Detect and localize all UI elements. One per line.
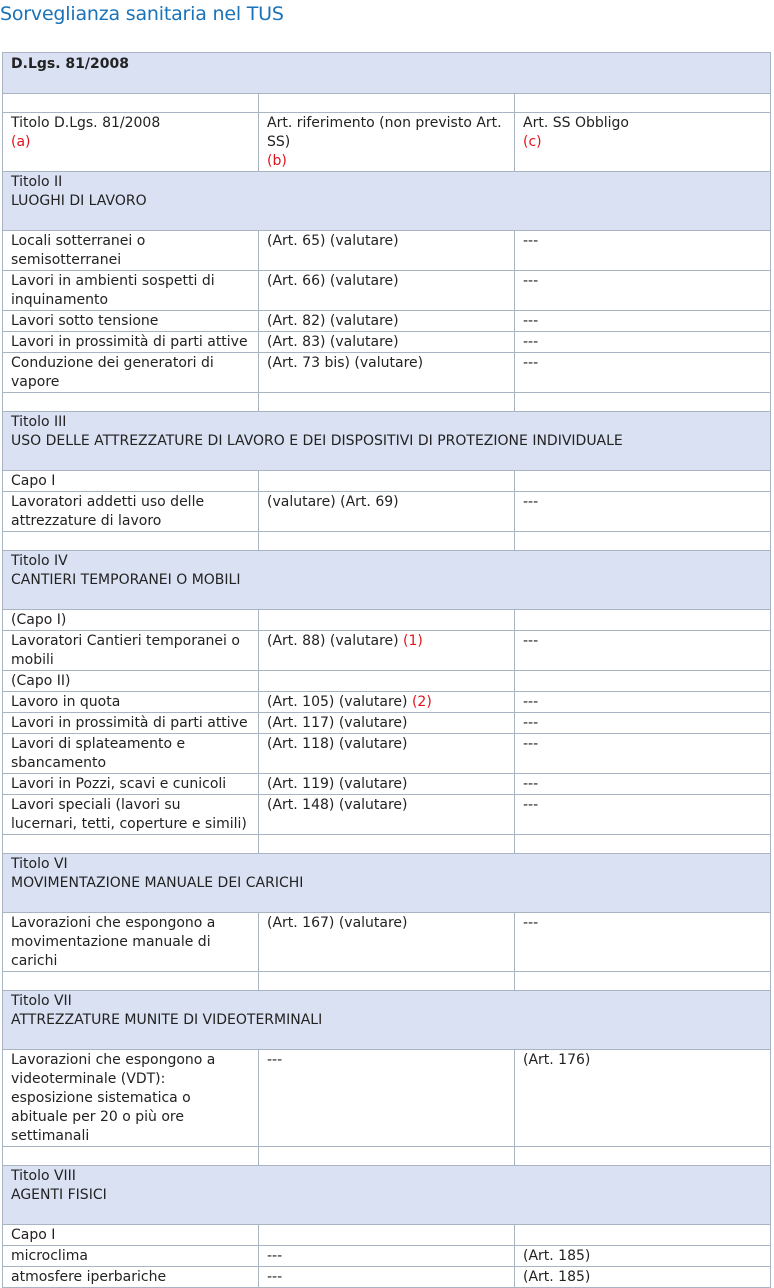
cell-reference-text: ---	[267, 1248, 283, 1264]
cell-activity: Lavori di splateamento e sbancamento	[3, 734, 259, 774]
cell-activity: Lavorazioni che espongono a videoterminale (VDT): esposizione sistematica o abituale per 20 o più ore settimanali	[3, 1050, 259, 1147]
section-title-row	[3, 1166, 771, 1225]
cell-reference-text: ---	[267, 1052, 283, 1068]
table-row	[3, 631, 771, 671]
column-header-reference	[259, 113, 515, 172]
section-title-row	[3, 551, 771, 610]
section-title-label: Titolo IV	[11, 553, 68, 569]
cell-activity: Lavoratori Cantieri temporanei o mobili	[3, 631, 259, 671]
section-subtitle: USO DELLE ATTREZZATURE DI LAVORO E DEI DISPOSITIVI DI PROTEZIONE INDIVIDUALE	[11, 433, 623, 449]
column-header-obligation-label: Art. SS Obbligo	[523, 115, 629, 131]
cell-obligation	[515, 671, 771, 692]
blank-row	[3, 94, 771, 113]
table-row	[3, 1225, 771, 1246]
table-row	[3, 471, 771, 492]
cell-activity: Lavorazioni che espongono a movimentazione manuale di carichi	[3, 913, 259, 972]
cell-reference-text: (valutare) (Art. 69)	[267, 494, 399, 510]
cell-reference	[259, 631, 515, 671]
cell-reference	[259, 610, 515, 631]
table-row	[3, 231, 771, 271]
cell-obligation: ---	[515, 492, 771, 532]
cell-reference-text: (Art. 167) (valutare)	[267, 915, 408, 931]
cell-reference-text: (Art. 117) (valutare)	[267, 715, 408, 731]
cell-activity: (Capo I)	[3, 610, 259, 631]
cell-reference	[259, 332, 515, 353]
table-row	[3, 713, 771, 734]
cell-reference-text: (Art. 83) (valutare)	[267, 334, 399, 350]
cell-obligation: ---	[515, 271, 771, 311]
blank-row	[3, 532, 771, 551]
table-row	[3, 671, 771, 692]
table-row	[3, 271, 771, 311]
cell-obligation: ---	[515, 353, 771, 393]
cell-activity: Lavori sotto tensione	[3, 311, 259, 332]
blank-row	[3, 835, 771, 854]
column-header-title-note: (a)	[11, 134, 31, 150]
cell-reference-text: (Art. 88) (valutare)	[267, 633, 399, 649]
cell-reference	[259, 231, 515, 271]
cell-obligation	[515, 1225, 771, 1246]
cell-reference	[259, 471, 515, 492]
cell-reference	[259, 1267, 515, 1288]
table-row	[3, 734, 771, 774]
surveillance-table	[2, 52, 771, 1288]
table-row	[3, 311, 771, 332]
cell-reference	[259, 353, 515, 393]
section-title	[3, 412, 771, 471]
cell-obligation: ---	[515, 795, 771, 835]
page-title: Sorveglianza sanitaria nel TUS	[0, 3, 284, 25]
cell-activity: Lavori in prossimità di parti attive	[3, 713, 259, 734]
column-header-obligation	[515, 113, 771, 172]
table-row	[3, 795, 771, 835]
column-header-obligation-note: (c)	[523, 134, 542, 150]
cell-reference	[259, 1225, 515, 1246]
cell-reference	[259, 271, 515, 311]
table-row	[3, 492, 771, 532]
table-row	[3, 913, 771, 972]
law-header-row	[3, 53, 771, 94]
cell-activity: Lavori speciali (lavori su lucernari, tetti, coperture e simili)	[3, 795, 259, 835]
column-header-reference-note: (b)	[267, 153, 287, 169]
table-row	[3, 774, 771, 795]
cell-activity: Lavori in prossimità di parti attive	[3, 332, 259, 353]
cell-reference-text: (Art. 105) (valutare)	[267, 694, 408, 710]
cell-activity: Capo I	[3, 471, 259, 492]
cell-obligation: (Art. 185)	[515, 1246, 771, 1267]
cell-reference	[259, 311, 515, 332]
section-title-label: Titolo III	[11, 414, 67, 430]
cell-reference	[259, 492, 515, 532]
cell-activity: Conduzione dei generatori di vapore	[3, 353, 259, 393]
cell-obligation: ---	[515, 332, 771, 353]
section-title	[3, 172, 771, 231]
cell-activity: Lavoratori addetti uso delle attrezzature di lavoro	[3, 492, 259, 532]
cell-obligation	[515, 610, 771, 631]
section-title	[3, 991, 771, 1050]
cell-obligation: ---	[515, 231, 771, 271]
cell-activity: microclima	[3, 1246, 259, 1267]
section-subtitle: AGENTI FISICI	[11, 1187, 107, 1203]
cell-reference-text: (Art. 73 bis) (valutare)	[267, 355, 424, 371]
table-row	[3, 1267, 771, 1288]
cell-obligation: ---	[515, 734, 771, 774]
cell-obligation: ---	[515, 631, 771, 671]
section-title	[3, 854, 771, 913]
cell-reference	[259, 692, 515, 713]
cell-reference-text: (Art. 148) (valutare)	[267, 797, 408, 813]
cell-reference-text: (Art. 65) (valutare)	[267, 233, 399, 249]
cell-reference	[259, 1050, 515, 1147]
footnote-ref: (2)	[411, 694, 432, 710]
cell-reference	[259, 913, 515, 972]
cell-reference	[259, 734, 515, 774]
cell-reference-text: (Art. 66) (valutare)	[267, 273, 399, 289]
section-title-row	[3, 172, 771, 231]
section-title-label: Titolo VI	[11, 856, 68, 872]
section-subtitle: LUOGHI DI LAVORO	[11, 193, 147, 209]
column-header-reference-label: Art. riferimento (non previsto Art. SS)	[267, 115, 502, 150]
cell-activity: (Capo II)	[3, 671, 259, 692]
table-row	[3, 610, 771, 631]
section-title-row	[3, 412, 771, 471]
blank-row	[3, 393, 771, 412]
blank-row	[3, 972, 771, 991]
section-subtitle: CANTIERI TEMPORANEI O MOBILI	[11, 572, 241, 588]
cell-activity: Lavori in Pozzi, scavi e cunicoli	[3, 774, 259, 795]
cell-reference-text: (Art. 118) (valutare)	[267, 736, 408, 752]
cell-activity: Capo I	[3, 1225, 259, 1246]
column-header-title-label: Titolo D.Lgs. 81/2008	[11, 115, 161, 131]
cell-obligation: (Art. 185)	[515, 1267, 771, 1288]
section-subtitle: MOVIMENTAZIONE MANUALE DEI CARICHI	[11, 875, 304, 891]
cell-obligation	[515, 471, 771, 492]
table-row	[3, 1246, 771, 1267]
column-header-title	[3, 113, 259, 172]
cell-activity: Locali sotterranei o semisotterranei	[3, 231, 259, 271]
footnote-ref: (1)	[403, 633, 423, 649]
cell-reference	[259, 774, 515, 795]
cell-activity: Lavori in ambienti sospetti di inquinamento	[3, 271, 259, 311]
table-row	[3, 1050, 771, 1147]
cell-reference	[259, 713, 515, 734]
cell-reference	[259, 671, 515, 692]
section-title-row	[3, 854, 771, 913]
column-header-row	[3, 113, 771, 172]
cell-obligation: ---	[515, 913, 771, 972]
section-title	[3, 1166, 771, 1225]
cell-reference	[259, 795, 515, 835]
section-title-label: Titolo VII	[11, 993, 72, 1009]
table-row	[3, 353, 771, 393]
section-title-label: Titolo VIII	[11, 1168, 76, 1184]
cell-reference-text: (Art. 119) (valutare)	[267, 776, 408, 792]
law-title: D.Lgs. 81/2008	[3, 53, 771, 94]
cell-reference	[259, 1246, 515, 1267]
section-title	[3, 551, 771, 610]
cell-reference-text: ---	[267, 1269, 283, 1285]
cell-obligation: (Art. 176)	[515, 1050, 771, 1147]
cell-reference-text: (Art. 82) (valutare)	[267, 313, 399, 329]
table-row	[3, 692, 771, 713]
cell-obligation: ---	[515, 311, 771, 332]
cell-activity: atmosfere iperbariche	[3, 1267, 259, 1288]
section-title-label: Titolo II	[11, 174, 63, 190]
section-subtitle: ATTREZZATURE MUNITE DI VIDEOTERMINALI	[11, 1012, 323, 1028]
section-title-row	[3, 991, 771, 1050]
table-row	[3, 332, 771, 353]
cell-obligation: ---	[515, 692, 771, 713]
cell-obligation: ---	[515, 713, 771, 734]
cell-obligation: ---	[515, 774, 771, 795]
cell-activity: Lavoro in quota	[3, 692, 259, 713]
blank-row	[3, 1147, 771, 1166]
